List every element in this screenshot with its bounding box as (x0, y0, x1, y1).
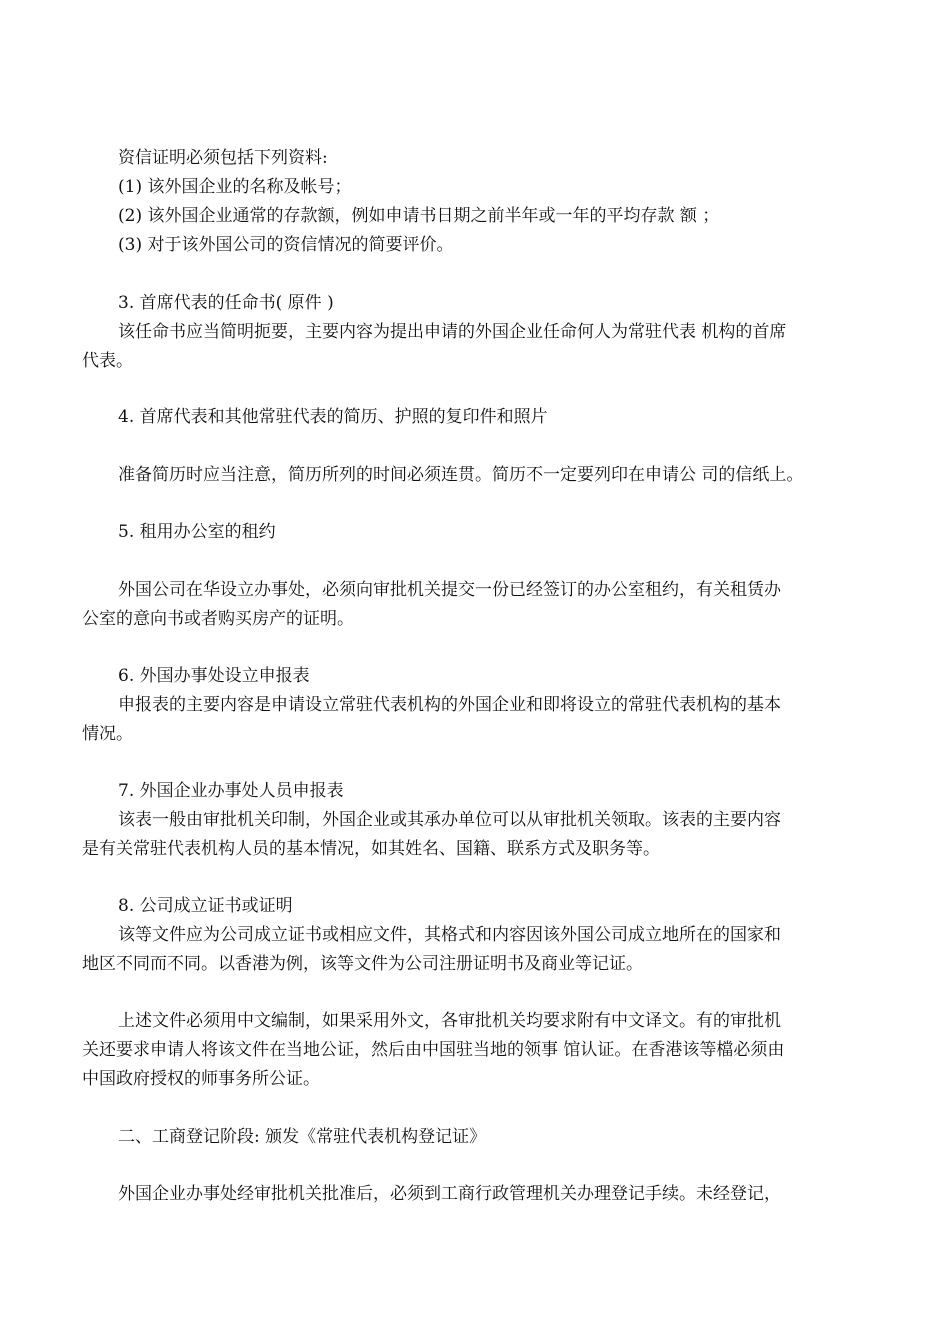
section-2-heading: 二、工商登记阶段: 颁发《常驻代表机构登记证》 (118, 1127, 487, 1147)
section-3-paragraph-line: 代表。 (82, 351, 133, 371)
section-8-paragraph-line: 该等文件应为公司成立证书或相应文件，其格式和内容因该外国公司成立地所在的国家和 (118, 925, 781, 945)
note-paragraph-line: 中国政府授权的师事务所公证。 (82, 1069, 320, 1089)
section-6-paragraph-line: 申报表的主要内容是申请设立常驻代表机构的外国企业和即将设立的常驻代表机构的基本 (118, 695, 781, 715)
section-4-paragraph-line: 准备简历时应当注意，简历所列的时间必须连贯。简历不一定要列印在申请公 司的信纸上。 (118, 465, 804, 485)
section-5-paragraph-line: 公室的意向书或者购买房产的证明。 (82, 609, 354, 629)
section-6-heading: 6. 外国办事处设立申报表 (118, 666, 310, 686)
section-4-heading: 4. 首席代表和其他常驻代表的简历、护照的复印件和照片 (118, 407, 548, 427)
note-paragraph-line: 关还要求申请人将该文件在当地公证，然后由中国驻当地的领事 馆认证。在香港该等檔必须由 (82, 1040, 785, 1060)
section-5-heading: 5. 租用办公室的租约 (118, 522, 276, 542)
section-6-paragraph-line: 情况。 (82, 724, 133, 744)
section-3-heading: 3. 首席代表的任命书( 原件 ) (118, 293, 334, 313)
section-8-paragraph-line: 地区不同而不同。以香港为例，该等文件为公司注册证明书及商业等记证。 (82, 954, 643, 974)
intro-text: 资信证明必须包括下列资料: (118, 148, 328, 168)
list-item: (3) 对于该外国公司的资信情况的简要评价。 (118, 235, 454, 255)
list-item: (2) 该外国企业通常的存款额，例如申请书日期之前半年或一年的平均存款 额 ； (118, 206, 720, 226)
note-paragraph-line: 上述文件必须用中文编制，如果采用外文，各审批机关均要求附有中文译文。有的审批机 (118, 1011, 781, 1031)
section-7-paragraph-line: 该表一般由审批机关印制，外国企业或其承办单位可以从审批机关领取。该表的主要内容 (118, 810, 781, 830)
section-8-heading: 8. 公司成立证书或证明 (118, 896, 293, 916)
section-5-paragraph-line: 外国公司在华设立办事处，必须向审批机关提交一份已经签订的办公室租约，有关租赁办 (118, 580, 781, 600)
section-3-paragraph-line: 该任命书应当简明扼要，主要内容为提出申请的外国企业任命何人为常驻代表 机构的首席 (118, 322, 787, 342)
section-7-heading: 7. 外国企业办事处人员申报表 (118, 781, 344, 801)
section-7-paragraph-line: 是有关常驻代表机构人员的基本情况，如其姓名、国籍、联系方式及职务等。 (82, 839, 660, 859)
section-2-paragraph-line: 外国企业办事处经审批机关批准后，必须到工商行政管理机关办理登记手续。未经登记， (118, 1184, 781, 1204)
list-item: (1) 该外国企业的名称及帐号； (118, 177, 352, 197)
